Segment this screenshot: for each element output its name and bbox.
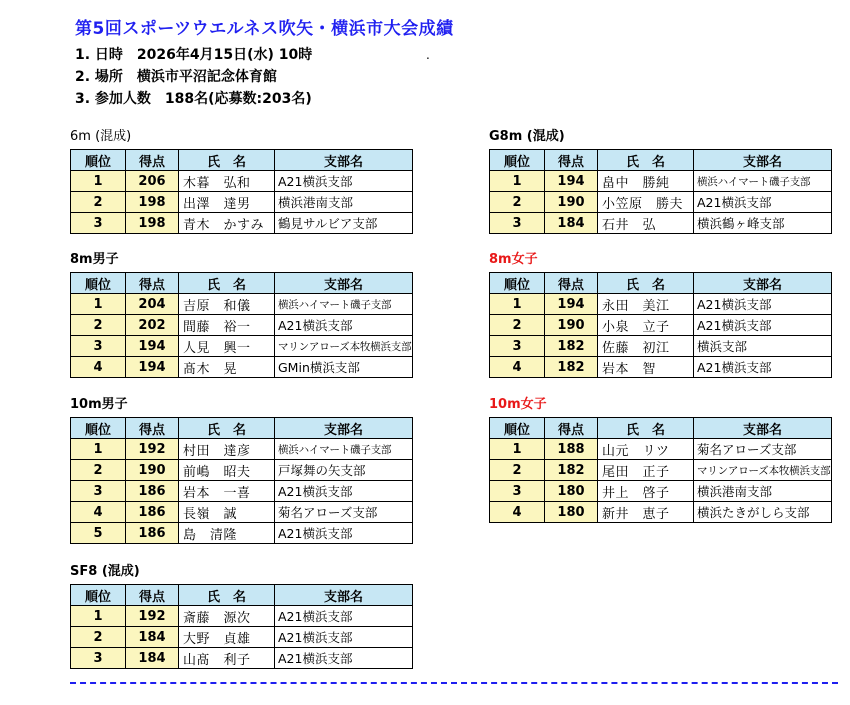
name-header: 氏 名: [598, 273, 694, 294]
rank-cell: 1: [71, 606, 126, 627]
branch-cell: 横浜港南支部: [275, 192, 413, 213]
results-table: [70, 272, 413, 378]
name-cell: 出澤 達男: [179, 192, 275, 213]
score-cell: 202: [126, 315, 179, 336]
rank-cell: 2: [71, 627, 126, 648]
rank-cell: 1: [490, 294, 545, 315]
section-title: SF8 (混成): [70, 564, 140, 579]
name-cell: 青木 かすみ: [179, 213, 275, 234]
rank-header: 順位: [490, 273, 545, 294]
branch-cell: A21横浜支部: [694, 294, 832, 315]
score-cell: 206: [126, 171, 179, 192]
branch-cell: A21横浜支部: [275, 648, 413, 669]
branch-cell: A21横浜支部: [275, 606, 413, 627]
name-cell: 小泉 立子: [598, 315, 694, 336]
name-cell: 長嶺 誠: [179, 502, 275, 523]
branch-cell: 横浜ハイマート磯子支部: [275, 294, 413, 315]
table-row: [71, 294, 413, 315]
rank-cell: 4: [71, 357, 126, 378]
name-cell: 前嶋 昭夫: [179, 460, 275, 481]
table-row: [490, 460, 832, 481]
branch-cell: A21横浜支部: [694, 315, 832, 336]
score-cell: 184: [126, 627, 179, 648]
name-cell: 山髙 利子: [179, 648, 275, 669]
name-cell: 畠中 勝純: [598, 171, 694, 192]
table-row: [71, 357, 413, 378]
results-table: [489, 417, 832, 523]
results-sf8-mixed: [70, 562, 413, 669]
results-6m-mixed: [70, 127, 413, 234]
branch-cell: A21横浜支部: [275, 627, 413, 648]
score-cell: 190: [545, 315, 598, 336]
rank-cell: 2: [490, 192, 545, 213]
score-cell: 182: [545, 357, 598, 378]
rank-cell: 1: [490, 171, 545, 192]
results-table: [70, 584, 413, 669]
score-cell: 182: [545, 336, 598, 357]
table-row: [490, 171, 832, 192]
name-cell: 斎藤 源次: [179, 606, 275, 627]
rank-header: 順位: [71, 585, 126, 606]
score-cell: 190: [126, 460, 179, 481]
branch-header: 支部名: [694, 418, 832, 439]
results-table: [70, 417, 413, 544]
header-row: [71, 585, 413, 606]
table-row: [490, 357, 832, 378]
rank-cell: 2: [490, 460, 545, 481]
table-row: [490, 192, 832, 213]
name-header: 氏 名: [179, 273, 275, 294]
score-cell: 192: [126, 439, 179, 460]
branch-cell: マリンアローズ本牧横浜支部: [275, 336, 413, 357]
results-10m-men: [70, 395, 413, 544]
section-title: 10m女子: [489, 397, 547, 412]
event-venue: 2. 場所 横浜市平沼記念体育館: [75, 69, 277, 85]
table-row: [490, 481, 832, 502]
score-header: 得点: [545, 418, 598, 439]
name-cell: 島 清隆: [179, 523, 275, 544]
score-cell: 184: [545, 213, 598, 234]
branch-cell: マリンアローズ本牧横浜支部: [694, 460, 832, 481]
score-cell: 194: [126, 336, 179, 357]
score-header: 得点: [545, 150, 598, 171]
participant-count: 3. 参加人数 188名(応募数:203名): [75, 91, 312, 107]
header-row: [71, 273, 413, 294]
rank-cell: 3: [71, 481, 126, 502]
event-date: 1. 日時 2026年4月15日(水) 10時: [75, 47, 313, 63]
rank-cell: 1: [71, 439, 126, 460]
score-cell: 198: [126, 192, 179, 213]
rank-cell: 2: [490, 315, 545, 336]
branch-cell: A21横浜支部: [275, 315, 413, 336]
table-row: [490, 336, 832, 357]
rank-cell: 3: [490, 213, 545, 234]
table-row: [71, 648, 413, 669]
score-cell: 186: [126, 502, 179, 523]
table-row: [71, 523, 413, 544]
section-title: 6m (混成): [70, 129, 132, 144]
branch-cell: 横浜たきがしら支部: [694, 502, 832, 523]
rank-header: 順位: [71, 418, 126, 439]
branch-header: 支部名: [694, 273, 832, 294]
section-title: G8m (混成): [489, 129, 565, 144]
branch-cell: A21横浜支部: [275, 481, 413, 502]
results-8m-men: [70, 250, 413, 378]
table-row: [71, 460, 413, 481]
rank-cell: 4: [490, 357, 545, 378]
name-cell: 間藤 裕一: [179, 315, 275, 336]
score-cell: 186: [126, 523, 179, 544]
rank-cell: 5: [71, 523, 126, 544]
score-cell: 194: [545, 171, 598, 192]
rank-cell: 1: [71, 294, 126, 315]
rank-header: 順位: [490, 418, 545, 439]
branch-cell: A21横浜支部: [275, 523, 413, 544]
rank-cell: 3: [490, 336, 545, 357]
name-cell: 岩本 智: [598, 357, 694, 378]
table-row: [71, 606, 413, 627]
stray-dot: .: [426, 48, 430, 62]
rank-cell: 3: [490, 481, 545, 502]
section-title: 8m男子: [70, 252, 119, 267]
branch-cell: 菊名アローズ支部: [275, 502, 413, 523]
branch-cell: 横浜港南支部: [694, 481, 832, 502]
branch-cell: A21横浜支部: [694, 357, 832, 378]
results-g8m-mixed: [489, 127, 832, 234]
table-row: [71, 502, 413, 523]
section-title: 8m女子: [489, 252, 538, 267]
rank-cell: 3: [71, 336, 126, 357]
branch-cell: 横浜ハイマート磯子支部: [694, 171, 832, 192]
branch-header: 支部名: [275, 273, 413, 294]
header-row: [71, 418, 413, 439]
branch-cell: 菊名アローズ支部: [694, 439, 832, 460]
branch-cell: 横浜支部: [694, 336, 832, 357]
score-cell: 192: [126, 606, 179, 627]
page-title: 第5回スポーツウエルネス吹矢・横浜市大会成績: [75, 19, 454, 39]
table-row: [71, 439, 413, 460]
table-row: [71, 315, 413, 336]
score-cell: 198: [126, 213, 179, 234]
results-table: [489, 272, 832, 378]
name-cell: 永田 美江: [598, 294, 694, 315]
name-cell: 人見 興一: [179, 336, 275, 357]
score-header: 得点: [126, 585, 179, 606]
name-cell: 髙木 晃: [179, 357, 275, 378]
section-title: 10m男子: [70, 397, 128, 412]
name-cell: 村田 達彦: [179, 439, 275, 460]
rank-cell: 2: [71, 192, 126, 213]
branch-cell: GMin横浜支部: [275, 357, 413, 378]
score-cell: 180: [545, 481, 598, 502]
name-cell: 井上 啓子: [598, 481, 694, 502]
score-cell: 194: [545, 294, 598, 315]
header-row: [71, 150, 413, 171]
score-cell: 180: [545, 502, 598, 523]
name-header: 氏 名: [179, 150, 275, 171]
branch-cell: 戸塚舞の矢支部: [275, 460, 413, 481]
score-header: 得点: [126, 150, 179, 171]
rank-header: 順位: [71, 273, 126, 294]
table-row: [490, 213, 832, 234]
branch-cell: 横浜ハイマート磯子支部: [275, 439, 413, 460]
results-8m-women: [489, 250, 832, 378]
table-row: [71, 192, 413, 213]
rank-cell: 1: [71, 171, 126, 192]
branch-cell: 横浜鶴ヶ峰支部: [694, 213, 832, 234]
rank-cell: 4: [71, 502, 126, 523]
name-cell: 岩本 一喜: [179, 481, 275, 502]
name-cell: 山元 リツ: [598, 439, 694, 460]
branch-cell: 鶴見サルビア支部: [275, 213, 413, 234]
name-header: 氏 名: [598, 418, 694, 439]
branch-header: 支部名: [275, 150, 413, 171]
footer-divider: [70, 682, 838, 684]
name-cell: 石井 弘: [598, 213, 694, 234]
name-header: 氏 名: [598, 150, 694, 171]
score-header: 得点: [126, 273, 179, 294]
table-row: [71, 336, 413, 357]
table-row: [71, 213, 413, 234]
name-header: 氏 名: [179, 585, 275, 606]
name-cell: 木暮 弘和: [179, 171, 275, 192]
score-cell: 194: [126, 357, 179, 378]
header-row: [490, 150, 832, 171]
rank-cell: 3: [71, 213, 126, 234]
score-header: 得点: [126, 418, 179, 439]
table-row: [490, 502, 832, 523]
table-row: [71, 481, 413, 502]
header-row: [490, 273, 832, 294]
score-header: 得点: [545, 273, 598, 294]
branch-header: 支部名: [275, 585, 413, 606]
name-cell: 佐藤 初江: [598, 336, 694, 357]
name-cell: 吉原 和儀: [179, 294, 275, 315]
rank-cell: 1: [490, 439, 545, 460]
name-cell: 小笠原 勝夫: [598, 192, 694, 213]
name-cell: 大野 貞雄: [179, 627, 275, 648]
header-row: [490, 418, 832, 439]
score-cell: 188: [545, 439, 598, 460]
table-row: [490, 294, 832, 315]
name-cell: 新井 恵子: [598, 502, 694, 523]
name-cell: 尾田 正子: [598, 460, 694, 481]
score-cell: 186: [126, 481, 179, 502]
branch-header: 支部名: [694, 150, 832, 171]
rank-cell: 2: [71, 460, 126, 481]
rank-header: 順位: [490, 150, 545, 171]
results-10m-women: [489, 395, 832, 523]
results-table: [70, 149, 413, 234]
table-row: [71, 627, 413, 648]
table-row: [490, 315, 832, 336]
table-row: [490, 439, 832, 460]
rank-cell: 4: [490, 502, 545, 523]
score-cell: 190: [545, 192, 598, 213]
rank-cell: 2: [71, 315, 126, 336]
results-table: [489, 149, 832, 234]
rank-header: 順位: [71, 150, 126, 171]
score-cell: 204: [126, 294, 179, 315]
branch-cell: A21横浜支部: [275, 171, 413, 192]
score-cell: 182: [545, 460, 598, 481]
branch-cell: A21横浜支部: [694, 192, 832, 213]
score-cell: 184: [126, 648, 179, 669]
table-row: [71, 171, 413, 192]
branch-header: 支部名: [275, 418, 413, 439]
name-header: 氏 名: [179, 418, 275, 439]
rank-cell: 3: [71, 648, 126, 669]
